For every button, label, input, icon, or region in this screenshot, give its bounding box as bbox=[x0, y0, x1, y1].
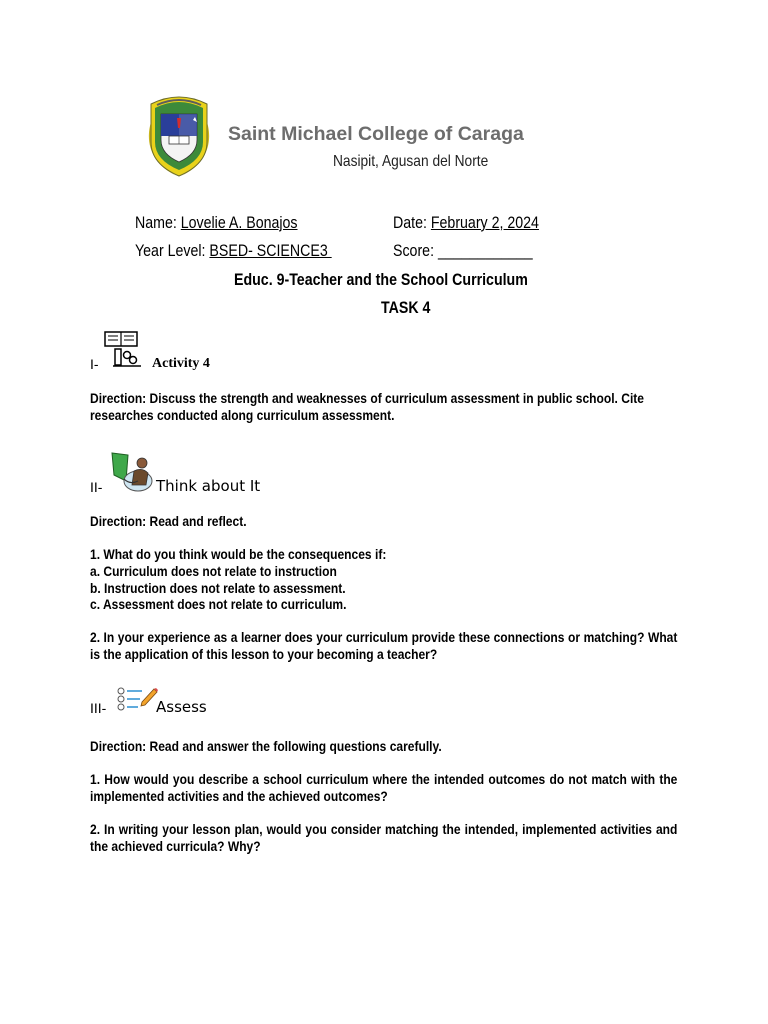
college-name: Saint Michael College of Caraga bbox=[228, 123, 524, 145]
score-label: Score: bbox=[393, 242, 435, 260]
college-seal-logo bbox=[143, 92, 215, 180]
section-2-question-1: 1. What do you think would be the consequences if: bbox=[90, 546, 387, 562]
section-3-number: III- bbox=[90, 700, 107, 716]
score-blank: ____________ bbox=[437, 242, 533, 260]
year-level-value: BSED- SCIENCE3 bbox=[209, 242, 332, 260]
section-1-direction-line-2: researches conducted along curriculum assessment. bbox=[90, 407, 395, 423]
section-2-question-1b: b. Instruction does not relate to assessment. bbox=[90, 580, 346, 596]
name-field bbox=[135, 214, 298, 233]
course-title: Educ. 9-Teacher and the School Curriculum bbox=[234, 271, 528, 289]
checklist-pencil-icon bbox=[116, 686, 158, 712]
open-book-icon bbox=[103, 329, 143, 369]
year-level-field bbox=[135, 242, 332, 261]
section-3-question-2: 2. In writing your lesson plan, would you consider matching the intended, implemented activities and the achieved curricula? Why? bbox=[90, 821, 678, 854]
date-field bbox=[393, 214, 539, 233]
section-2-direction: Direction: Read and reflect. bbox=[90, 513, 247, 529]
section-1-title: Activity 4 bbox=[152, 356, 210, 371]
college-location: Nasipit, Agusan del Norte bbox=[333, 153, 489, 170]
section-2-question-2: 2. In your experience as a learner does your curriculum provide these connections or matching? What is the application of this lesson to your becoming a teacher? bbox=[90, 629, 678, 662]
section-3-direction: Direction: Read and answer the following questions carefully. bbox=[90, 738, 442, 754]
section-2-number: II- bbox=[90, 479, 103, 495]
year-level-label: Year Level: bbox=[135, 242, 206, 260]
name-label: Name: bbox=[135, 214, 177, 232]
section-1-direction-line-1: Direction: Discuss the strength and weaknesses of curriculum assessment in public school. Cite bbox=[90, 390, 645, 406]
section-3-title: Assess bbox=[156, 698, 207, 716]
name-value: Lovelie A. Bonajos bbox=[180, 214, 298, 232]
task-title: TASK 4 bbox=[381, 299, 431, 317]
section-3-question-1: 1. How would you describe a school curriculum where the intended outcomes do not match with the implemented activities and the achieved outcomes? bbox=[90, 771, 678, 804]
date-label: Date: bbox=[393, 214, 427, 232]
section-2-title: Think about It bbox=[156, 477, 261, 495]
thinking-person-icon bbox=[108, 451, 154, 493]
section-1-number: I- bbox=[90, 356, 99, 372]
date-value: February 2, 2024 bbox=[430, 214, 539, 232]
section-2-question-1c: c. Assessment does not relate to curriculum. bbox=[90, 596, 347, 612]
score-field bbox=[393, 242, 533, 261]
section-2-question-1a: a. Curriculum does not relate to instruction bbox=[90, 563, 337, 579]
